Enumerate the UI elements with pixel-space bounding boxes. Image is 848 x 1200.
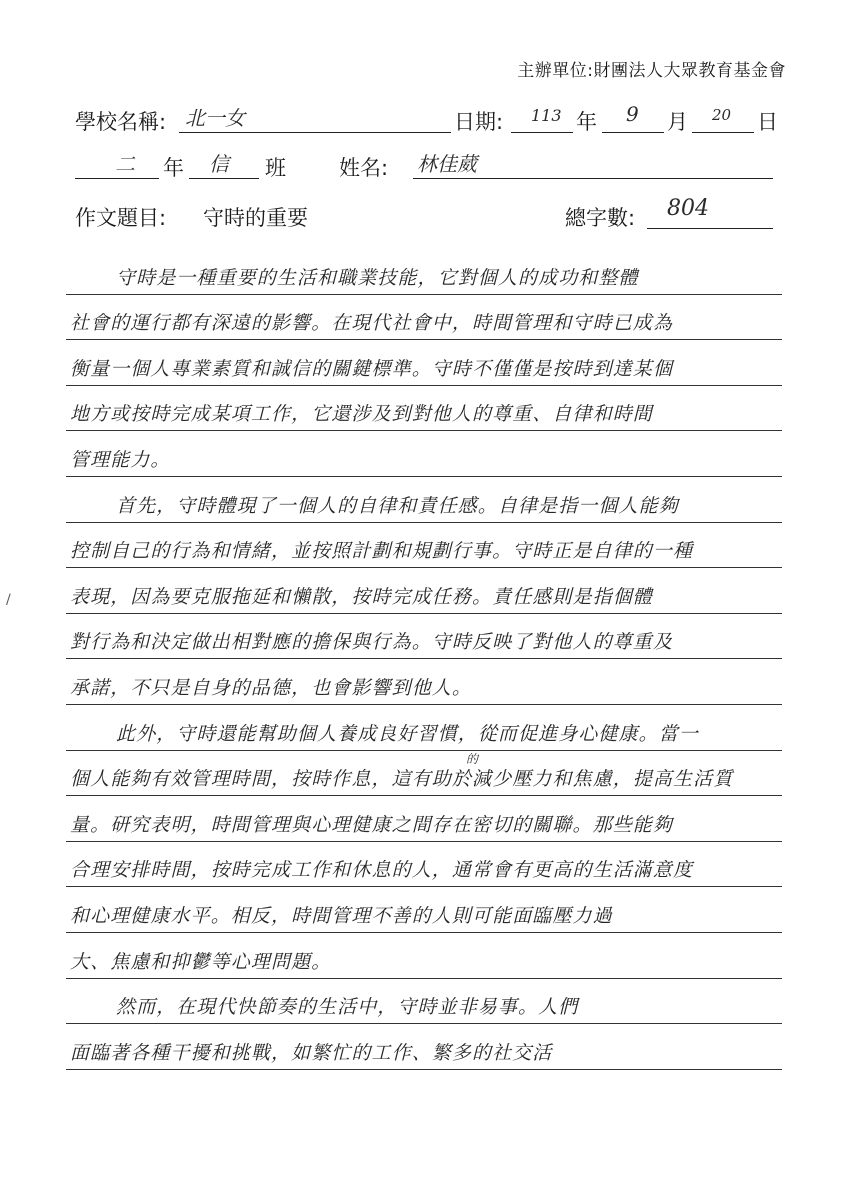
organizer-label: 主辦單位:財團法人大眾教育基金會 xyxy=(517,61,786,81)
essay-line-text: 控制自己的行為和情緒，並按照計劃和規劃行事。守時正是自律的一種 xyxy=(70,540,694,563)
essay-line xyxy=(66,842,782,888)
word-count-label: 總字數: xyxy=(565,206,636,230)
essay-body xyxy=(66,249,782,1070)
essay-line-text: 首先，守時體現了一個人的自律和責任感。自律是指一個人能夠 xyxy=(116,494,679,517)
essay-line-text: 然而，在現代快節奏的生活中，守時並非易事。人們 xyxy=(116,996,579,1019)
school-date-row xyxy=(75,102,778,136)
topic-count-row xyxy=(75,198,773,232)
school-field xyxy=(179,102,451,133)
class-value: 信 xyxy=(209,152,229,176)
essay-line-text: 合理安排時間，按時完成工作和休息的人，通常會有更高的生活滿意度 xyxy=(70,859,694,882)
essay-line-text: 面臨著各種干擾和挑戰，如繁忙的工作、繁多的社交活 xyxy=(70,1041,553,1064)
year-label: 年 xyxy=(576,110,597,134)
essay-line xyxy=(66,340,782,386)
essay-line xyxy=(66,887,782,933)
essay-line xyxy=(66,796,782,842)
essay-line xyxy=(66,705,782,751)
essay-line-text: 大、焦慮和抑鬱等心理問題。 xyxy=(70,950,332,973)
correction-annotation: 的 xyxy=(466,752,479,766)
essay-line xyxy=(66,386,782,432)
essay-line xyxy=(66,477,782,523)
date-label: 日期: xyxy=(454,110,504,134)
year-field xyxy=(511,102,573,133)
essay-line-text: 地方或按時完成某項工作，它還涉及到對他人的尊重、自律和時間 xyxy=(70,403,653,426)
grade-class-name-row xyxy=(75,148,773,182)
name-value: 林佳葳 xyxy=(417,152,477,176)
name-field xyxy=(413,148,773,179)
class-field xyxy=(189,148,259,179)
essay-line-text: 承諾，不只是自身的品德，也會影響到他人。 xyxy=(70,676,473,699)
day-field xyxy=(692,102,754,133)
essay-line-text: 衡量一個人專業素質和誠信的關鍵標準。守時不僅僅是按時到達某個 xyxy=(70,357,674,380)
word-count-value: 804 xyxy=(667,196,709,221)
essay-line xyxy=(66,249,782,295)
essay-line-text: 此外，守時還能幫助個人養成良好習慣，從而促進身心健康。當一 xyxy=(116,722,699,745)
essay-line-text: 表現，因為要克服拖延和懶散，按時完成任務。責任感則是指個體 xyxy=(70,585,653,608)
day-value: 20 xyxy=(712,106,732,124)
essay-line-text: 和心理健康水平。相反，時間管理不善的人則可能面臨壓力過 xyxy=(70,904,613,927)
essay-line xyxy=(66,295,782,341)
grade-label: 年 xyxy=(163,156,184,180)
essay-line xyxy=(66,933,782,979)
school-label: 學校名稱: xyxy=(75,110,167,134)
essay-line-text: 個人能夠有效管理時間，按時作息，這有助於減少壓力和焦慮，提高生活質 xyxy=(70,768,734,791)
month-label: 月 xyxy=(667,110,688,134)
word-count-field xyxy=(647,198,773,229)
day-label: 日 xyxy=(757,110,778,134)
essay-line xyxy=(66,523,782,569)
essay-line xyxy=(66,614,782,660)
class-label: 班 xyxy=(265,156,286,180)
month-value: 9 xyxy=(626,102,639,126)
essay-line xyxy=(66,431,782,477)
essay-line-text: 對行為和決定做出相對應的擔保與行為。守時反映了對他人的尊重及 xyxy=(70,631,674,654)
school-value: 北一女 xyxy=(185,106,245,130)
topic-value: 守時的重要 xyxy=(203,206,308,230)
grade-field xyxy=(75,148,159,179)
margin-mark: / xyxy=(6,592,11,608)
essay-line-text: 社會的運行都有深遠的影響。在現代社會中，時間管理和守時已成為 xyxy=(70,312,674,335)
essay-line-text: 守時是一種重要的生活和職業技能，它對個人的成功和整體 xyxy=(116,266,639,289)
essay-line-text: 管理能力。 xyxy=(70,448,171,471)
essay-line xyxy=(66,1024,782,1070)
essay-line xyxy=(66,751,782,797)
year-value: 113 xyxy=(531,106,562,125)
topic-label: 作文題目: xyxy=(75,206,167,230)
name-label: 姓名: xyxy=(339,156,389,180)
essay-line xyxy=(66,659,782,705)
grade-value: 二 xyxy=(115,152,135,176)
essay-line xyxy=(66,568,782,614)
month-field xyxy=(602,102,664,133)
essay-line-text: 量。研究表明，時間管理與心理健康之間存在密切的關聯。那些能夠 xyxy=(70,813,674,836)
essay-line xyxy=(66,979,782,1025)
